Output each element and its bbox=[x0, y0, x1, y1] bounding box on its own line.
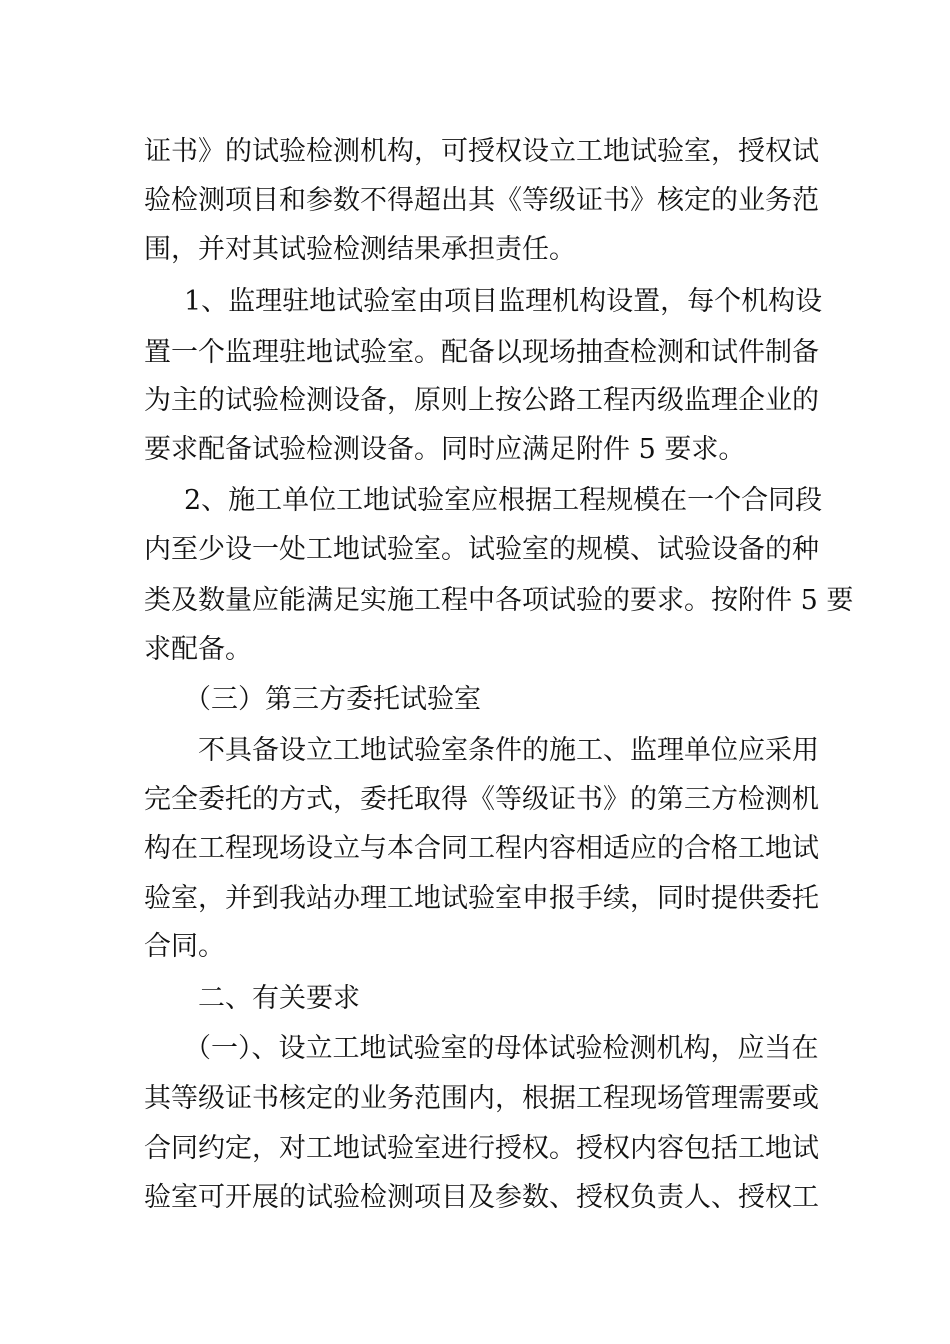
text-line: 构在工程现场设立与本合同工程内容相适应的合格工地试 bbox=[144, 833, 819, 864]
text-line: 要求配备试验检测设备。同时应满足附件 5 要求。 bbox=[144, 434, 746, 465]
text-line: 置一个监理驻地试验室。配备以现场抽查检测和试件制备 bbox=[144, 337, 819, 368]
text-line: 围，并对其试验检测结果承担责任。 bbox=[144, 234, 576, 265]
section-heading: 二、有关要求 bbox=[198, 983, 360, 1014]
text-line: 合同。 bbox=[144, 931, 225, 962]
text-line: 合同约定，对工地试验室进行授权。授权内容包括工地试 bbox=[144, 1133, 819, 1164]
paragraph-start-line: 不具备设立工地试验室条件的施工、监理单位应采用 bbox=[198, 735, 819, 766]
paragraph-start-line: 2、施工单位工地试验室应根据工程规模在一个合同段 bbox=[184, 485, 823, 516]
text-line: 完全委托的方式，委托取得《等级证书》的第三方检测机 bbox=[144, 784, 819, 815]
text-line: 类及数量应能满足实施工程中各项试验的要求。按附件 5 要 bbox=[144, 585, 854, 616]
paragraph-start-line: 1、监理驻地试验室由项目监理机构设置，每个机构设 bbox=[184, 286, 823, 317]
text-line: 内至少设一处工地试验室。试验室的规模、试验设备的种 bbox=[144, 534, 819, 565]
section-heading: （三）第三方委托试验室 bbox=[184, 684, 481, 715]
paragraph-start-line: （一）、设立工地试验室的母体试验检测机构，应当在 bbox=[184, 1033, 819, 1064]
text-line: 求配备。 bbox=[144, 634, 252, 665]
text-line: 验室可开展的试验检测项目及参数、授权负责人、授权工 bbox=[144, 1182, 819, 1213]
text-line: 验室，并到我站办理工地试验室申报手续，同时提供委托 bbox=[144, 883, 819, 914]
text-line: 为主的试验检测设备，原则上按公路工程丙级监理企业的 bbox=[144, 385, 819, 416]
text-line: 验检测项目和参数不得超出其《等级证书》核定的业务范 bbox=[144, 185, 819, 216]
text-line: 其等级证书核定的业务范围内，根据工程现场管理需要或 bbox=[144, 1083, 819, 1114]
text-line: 证书》的试验检测机构，可授权设立工地试验室，授权试 bbox=[144, 136, 819, 167]
